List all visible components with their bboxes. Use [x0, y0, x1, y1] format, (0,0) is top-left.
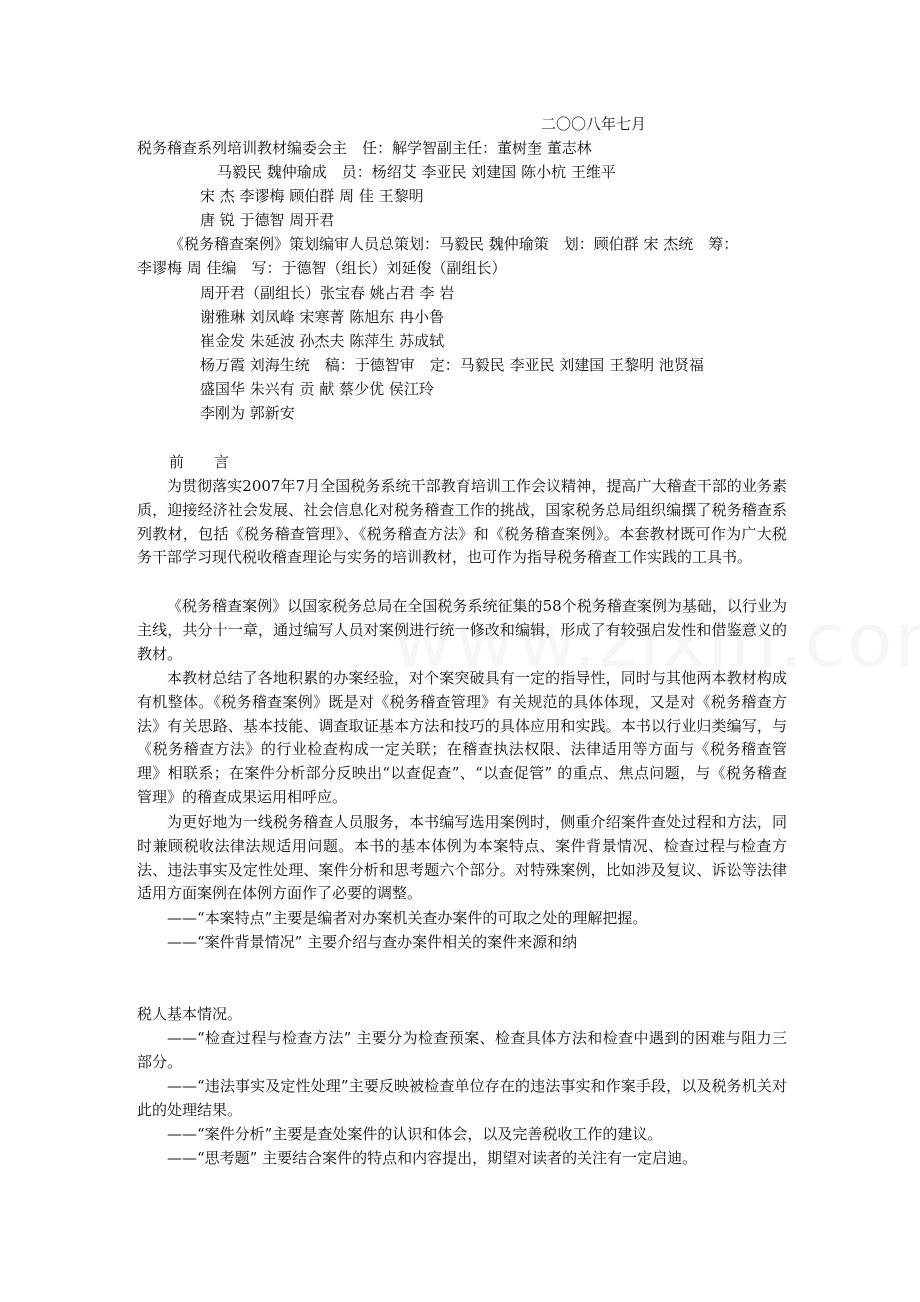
preface-paragraph-2: 《税务稽查案例》以国家税务总局在全国税务系统征集的58个税务稽查案例为基础，以行业为主线，共分十一章，通过编写人员对案例进行统一修改和编辑，形成了有较强启发性和借鉴意义的教材。 — [137, 597, 787, 663]
preface-paragraph-11: ——“思考题” 主要结合案件的特点和内容提出，期望对读者的关注有一定启迪。 — [167, 1149, 698, 1167]
date-line: 二〇〇八年七月 — [541, 115, 647, 133]
preface-paragraph-1: 为贯彻落实2007年7月全国税务系统干部教育培训工作会议精神，提高广大稽查干部的业务素质，迎接经济社会发展、社会信息化对税务稽查工作的挑战，国家税务总局组织编撰了税务稽查系列教材，包括《税务稽查管理》、《税务稽查方法》和《税务稽查案例》。本套教材既可作为广大税务干部学习现代税收稽查理论与实务的培训教材，也可作为指导税务稽查工作实践的工具书。 — [137, 477, 787, 567]
planning-line-1: 《税务稽查案例》策划编审人员总策划：马毅民 魏仲瑜策 划：顾伯群 宋 杰统 筹： — [169, 235, 739, 253]
committee-line-4: 唐 锐 于德智 周开君 — [200, 211, 335, 229]
committee-line-1: 税务稽查系列培训教材编委会主 任：解学智副主任：董树奎 董志林 — [137, 139, 592, 157]
preface-paragraph-9: ——“违法事实及定性处理”主要反映被检查单位存在的违法事实和作案手段，以及税务机关对此的处理结果。 — [137, 1077, 787, 1119]
preface-paragraph-3: 本教材总结了各地积累的办案经验，对个案突破具有一定的指导性，同时与其他两本教材构成有机整体。《税务稽查案例》既是对《税务稽查管理》有关规范的具体体现，又是对《税务稽查方法》有关思路、基本技能、调查取证基本方法和技巧的具体应用和实践。本书以行业归类编写，与《税务稽查方法》的行业检查构成一定关联；在稽查执法权限、法律适用等方面与《税务稽查管理》相联系；在案件分析部分反映出“以查促查”、“以查促管” 的重点、焦点问题，与《税务稽查管理》的稽查成果运用相呼应。 — [137, 669, 787, 806]
preface-paragraph-7: 税人基本情况。 — [137, 1005, 243, 1023]
planning-line-4: 谢雅琳 刘凤峰 宋寒菁 陈旭东 冉小鲁 — [200, 308, 445, 326]
preface-paragraph-6: ——“案件背景情况” 主要介绍与查办案件相关的案件来源和纳 — [167, 933, 578, 951]
preface-paragraph-8: ——“检查过程与检查方法” 主要分为检查预案、检查具体方法和检查中遇到的困难与阻力三部分。 — [137, 1029, 787, 1071]
planning-line-3: 周开君（副组长）张宝春 姚占君 李 岩 — [200, 284, 455, 302]
committee-line-2: 马毅民 魏仲瑜成 员：杨绍艾 李亚民 刘建国 陈小杭 王维平 — [217, 163, 616, 181]
planning-line-5: 崔金发 朱延波 孙杰夫 陈萍生 苏成轼 — [200, 332, 445, 350]
preface-paragraph-5: ——“本案特点”主要是编者对办案机关查办案件的可取之处的理解把握。 — [167, 909, 648, 927]
preface-paragraph-4: 为更好地为一线税务稽查人员服务，本书编写选用案例时，侧重介绍案件查处过程和方法，同时兼顾税收法律法规适用问题。本书的基本体例为本案特点、案件背景情况、检查过程与检查方法、违法事实及定性处理、案件分析和思考题六个部分。对特殊案例，比如涉及复议、诉讼等法律适用方面案例在体例方面作了必要的调整。 — [137, 813, 787, 903]
planning-line-8: 李刚为 郭新安 — [200, 404, 295, 422]
preface-paragraph-10: ——“案件分析”主要是查处案件的认识和体会，以及完善税收工作的建议。 — [167, 1125, 663, 1143]
preface-title: 前 言 — [169, 453, 230, 471]
planning-line-2: 李谬梅 周 佳编 写：于德智（组长）刘延俊（副组长） — [137, 259, 507, 277]
planning-line-7: 盛国华 朱兴有 贡 献 蔡少优 侯江玲 — [200, 380, 434, 398]
committee-line-3: 宋 杰 李谬梅 顾伯群 周 佳 王黎明 — [200, 187, 424, 205]
planning-line-6: 杨万霞 刘海生统 稿：于德智审 定：马毅民 李亚民 刘建国 王黎明 池贤福 — [200, 356, 704, 374]
